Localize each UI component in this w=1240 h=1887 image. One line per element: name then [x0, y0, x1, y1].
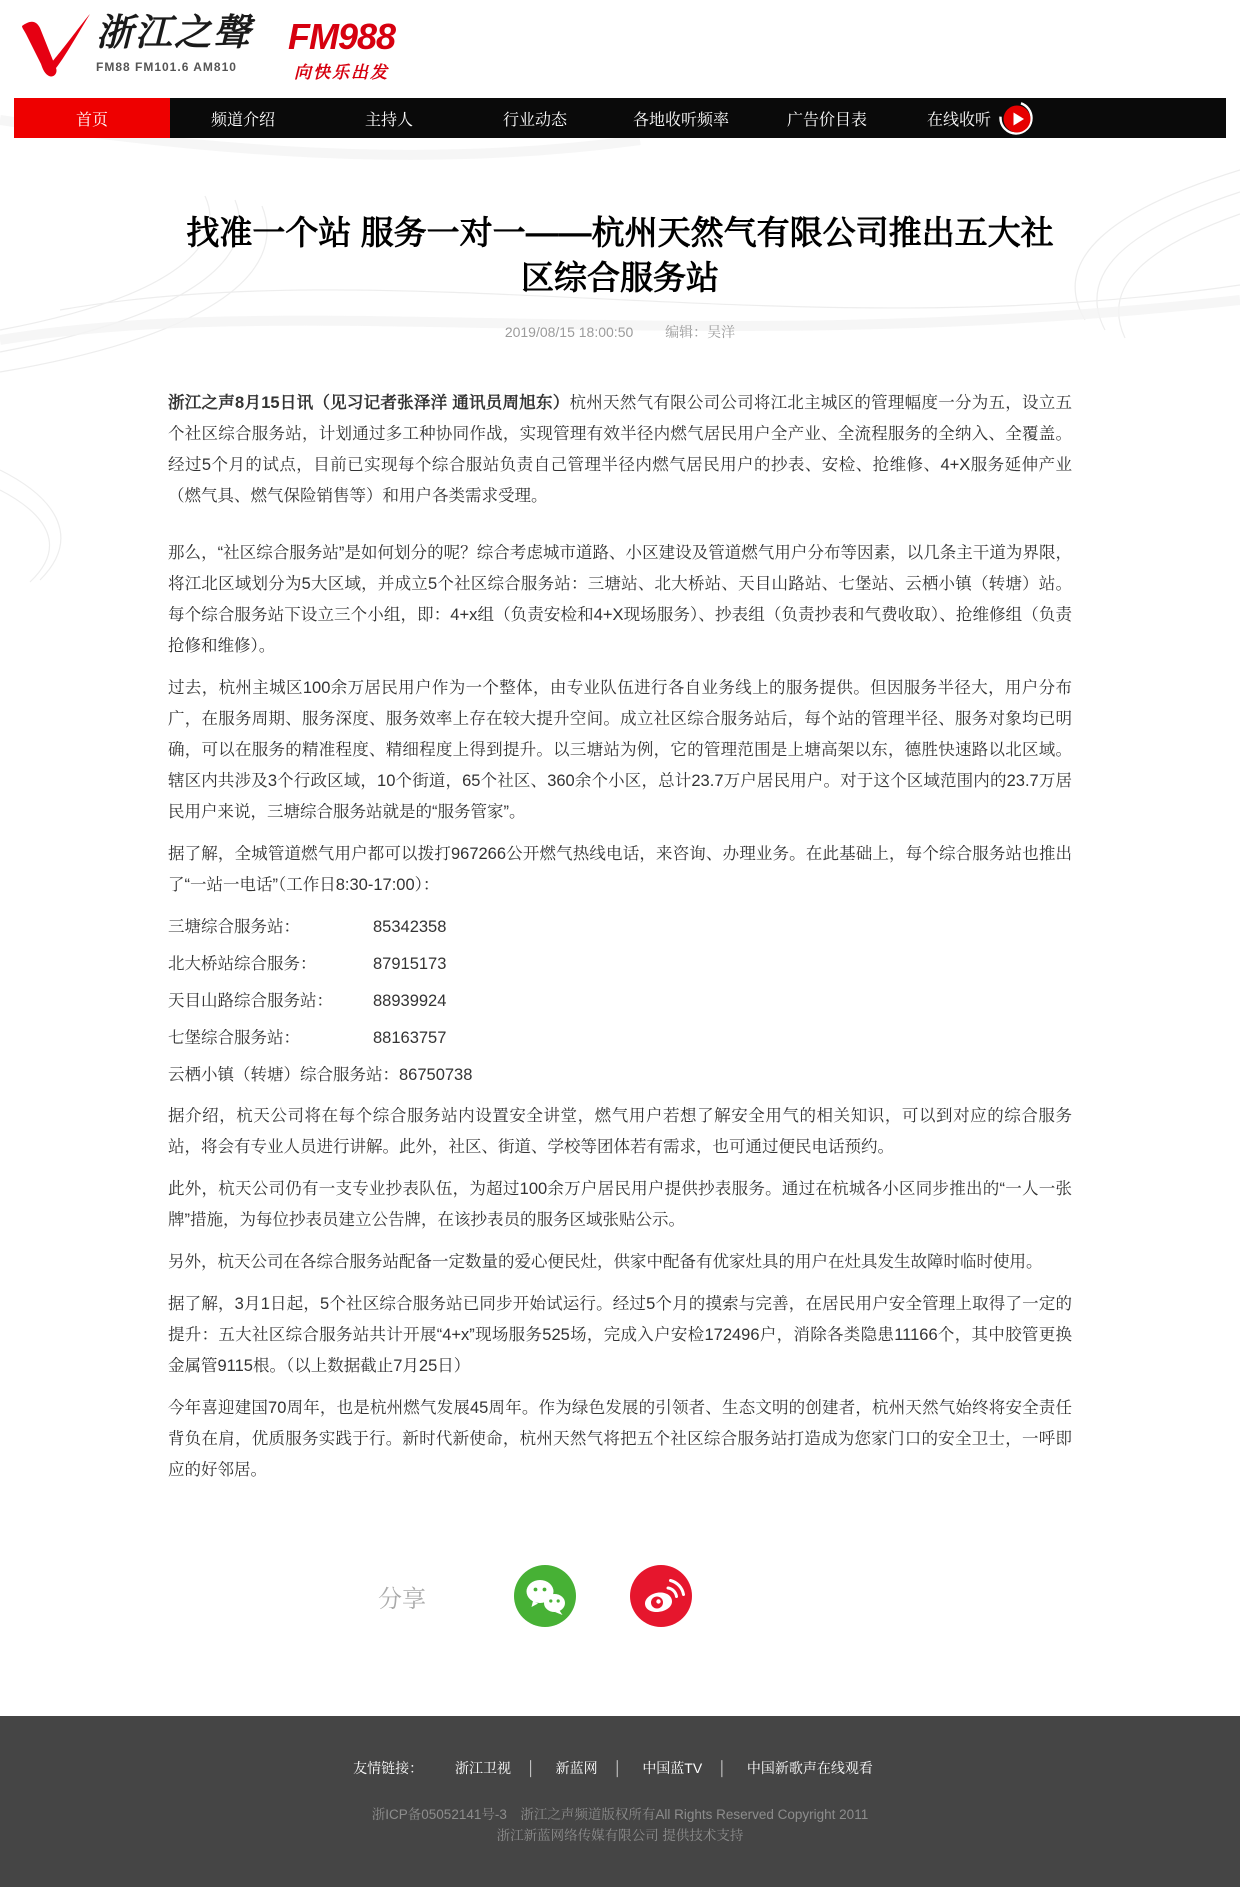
paragraph-lead: 浙江之声8月15日讯（见习记者张泽洋 通讯员周旭东）: [168, 394, 570, 412]
wechat-share-icon[interactable]: [514, 1565, 576, 1627]
friend-links-label: 友情链接：: [353, 1760, 424, 1776]
phone-row: [168, 1023, 1072, 1054]
station-label: 三塘综合服务站：: [168, 918, 300, 936]
paragraph: 过去，杭州主城区100余万居民用户作为一个整体，由专业队伍进行各自业务线上的服务提供。但因服务半径大，用户分布广，在服务周期、服务深度、服务效率上存在较大提升空间。成立社区综合服务站后，每个站的管理半径、服务对象均已明确，可以在服务的精准程度、精细程度上得到提升。以三塘站为例，它的管理范围是上塘高架以东，德胜快速路以北区域。辖区内共涉及3个行政区域，10个街道，65个社区、360余个小区，总计23.7万户居民用户。对于这个区域范围内的23.7万居民用户来说，三塘综合服务站就是的“服务管家”。: [168, 679, 1072, 821]
footer-link-singer[interactable]: 中国新歌声在线观看: [746, 1760, 873, 1776]
station-label: 云栖小镇（转塘）综合服务站：: [168, 1066, 399, 1084]
footer-link-cnblue-tv[interactable]: 中国蓝TV: [642, 1760, 703, 1776]
paragraph: 据了解，3月1日起，5个社区综合服务站已同步开始试运行。经过5个月的摸索与完善，在居民用户安全管理上取得了一定的提升：五大社区综合服务站共计开展“4+x”现场服务525场，完成入户安检172496户，消除各类隐患11166个，其中胶管更换金属管9115根。（以上数据截止7月25日）: [168, 1295, 1072, 1375]
phone-number: 87915173: [373, 955, 447, 973]
phone-number: 86750738: [399, 1066, 473, 1084]
fm988-slogan: 向快乐出发: [294, 63, 390, 82]
nav-item-hosts[interactable]: 主持人: [364, 111, 413, 129]
paragraph: [168, 388, 1072, 512]
logo-v-icon: [16, 10, 94, 82]
phone-number: 88163757: [373, 1029, 447, 1047]
friend-links: [0, 1758, 1240, 1778]
article-editor: 编辑：吴洋: [665, 324, 736, 340]
share-label: 分享: [378, 1585, 426, 1613]
phone-list: [168, 912, 1072, 1091]
listen-online-label: 在线收听: [926, 111, 991, 129]
phone-row: [168, 949, 1072, 980]
divider: │: [527, 1760, 536, 1776]
article-meta: [0, 322, 1240, 342]
play-icon[interactable]: [999, 101, 1033, 135]
phone-row: [168, 912, 1072, 943]
paragraph: 此外，杭天公司仍有一支专业抄表队伍，为超过100余万户居民用户提供抄表服务。通过在杭城各小区同步推出的“一人一张牌”措施，为每位抄表员建立公告牌，在该抄表员的服务区域张贴公示。: [168, 1180, 1072, 1229]
paragraph: 据介绍，杭天公司将在每个综合服务站内设置安全讲堂，燃气用户若想了解安全用气的相关知识，可以到对应的综合服务站，将会有专业人员进行讲解。此外，社区、街道、学校等团体若有需求，也可通过便民电话预约。: [168, 1107, 1072, 1156]
site-footer: [0, 1716, 1240, 1887]
copyright: [0, 1804, 1240, 1846]
nav-item-listen-online[interactable]: [900, 98, 1060, 138]
site-header: [0, 0, 1240, 98]
paragraph: 另外，杭天公司在各综合服务站配备一定数量的爱心便民灶，供家中配备有优家灶具的用户在灶具发生故障时临时使用。: [168, 1253, 1043, 1271]
weibo-share-icon[interactable]: [630, 1565, 692, 1627]
phone-number: 85342358: [373, 918, 447, 936]
nav-item-frequencies[interactable]: 各地收听频率: [632, 111, 729, 129]
nav-item-home[interactable]: 首页: [14, 98, 170, 138]
station-frequencies: FM88 FM101.6 AM810: [96, 60, 237, 74]
station-name: 浙江之聲: [96, 13, 252, 54]
paragraph: 据了解，全城管道燃气用户都可以拨打967266公开燃气热线电话，来咨询、办理业务。在此基础上，每个综合服务站也推出了“一站一电话”（工作日8:30-17:00）：: [168, 845, 1072, 894]
copyright-line2: 浙江新蓝网络传媒有限公司 提供技术支持: [496, 1828, 744, 1843]
footer-link-zjtv[interactable]: 浙江卫视: [455, 1760, 512, 1776]
footer-link-xinlan[interactable]: 新蓝网: [555, 1760, 598, 1776]
phone-row: [168, 1060, 1072, 1091]
phone-row: [168, 986, 1072, 1017]
article-body: [168, 388, 1072, 1486]
article-date: 2019/08/15 18:00:50: [504, 324, 634, 340]
nav-item-industry-news[interactable]: 行业动态: [502, 111, 567, 129]
copyright-line1: 浙ICP备05052141号-3 浙江之声频道版权所有All Rights Reserved Copyright 2011: [371, 1807, 869, 1822]
divider: │: [718, 1760, 727, 1776]
divider: │: [613, 1760, 623, 1776]
paragraph: 那么，“社区综合服务站”是如何划分的呢？综合考虑城市道路、小区建设及管道燃气用户分布等因素，以几条主干道为界限，将江北区域划分为5大区域，并成立5个社区综合服务站：三塘站、北大桥站、天目山路站、七堡站、云栖小镇（转塘）站。每个综合服务站下设立三个小组，即：4+x组（负责安检和4+X现场服务）、抄表组（负责抄表和气费收取）、抢维修组（负责抢修和维修）。: [168, 544, 1072, 655]
station-label: 七堡综合服务站：: [168, 1029, 300, 1047]
station-label: 北大桥站综合服务：: [168, 955, 317, 973]
station-logo[interactable]: [16, 10, 395, 83]
share-section: [0, 1564, 1240, 1628]
nav-item-ad-prices[interactable]: 广告价目表: [786, 111, 867, 129]
page-title: 找准一个站 服务一对一——杭州天然气有限公司推出五大社区综合服务站: [186, 214, 1054, 296]
nav-item-channel-intro[interactable]: 频道介绍: [210, 111, 275, 129]
phone-number: 88939924: [373, 992, 447, 1010]
paragraph: 今年喜迎建国70周年，也是杭州燃气发展45周年。作为绿色发展的引领者、生态文明的创建者，杭州天然气始终将安全责任背负在肩，优质服务实践于行。新时代新使命，杭州天然气将把五个社区综合服务站打造成为您家门口的安全卫士，一呼即应的好邻居。: [168, 1399, 1072, 1479]
main-nav: [14, 98, 1226, 138]
paragraph-text: 杭州天然气有限公司公司将江北主城区的管理幅度一分为五，设立五个社区综合服务站，计划通过多工种协同作战，实现管理有效半径内燃气居民用户全产业、全流程服务的全纳入、全覆盖。经过5个月的试点，目前已实现每个综合服站负责自己管理半径内燃气居民用户的抄表、安检、抢维修、4+X服务延伸产业（燃气具、燃气保险销售等）和用户各类需求受理。: [168, 394, 1072, 505]
station-label: 天目山路综合服务站：: [168, 992, 333, 1010]
article-header: [0, 138, 1240, 342]
fm988-logo: FM988: [288, 16, 396, 57]
